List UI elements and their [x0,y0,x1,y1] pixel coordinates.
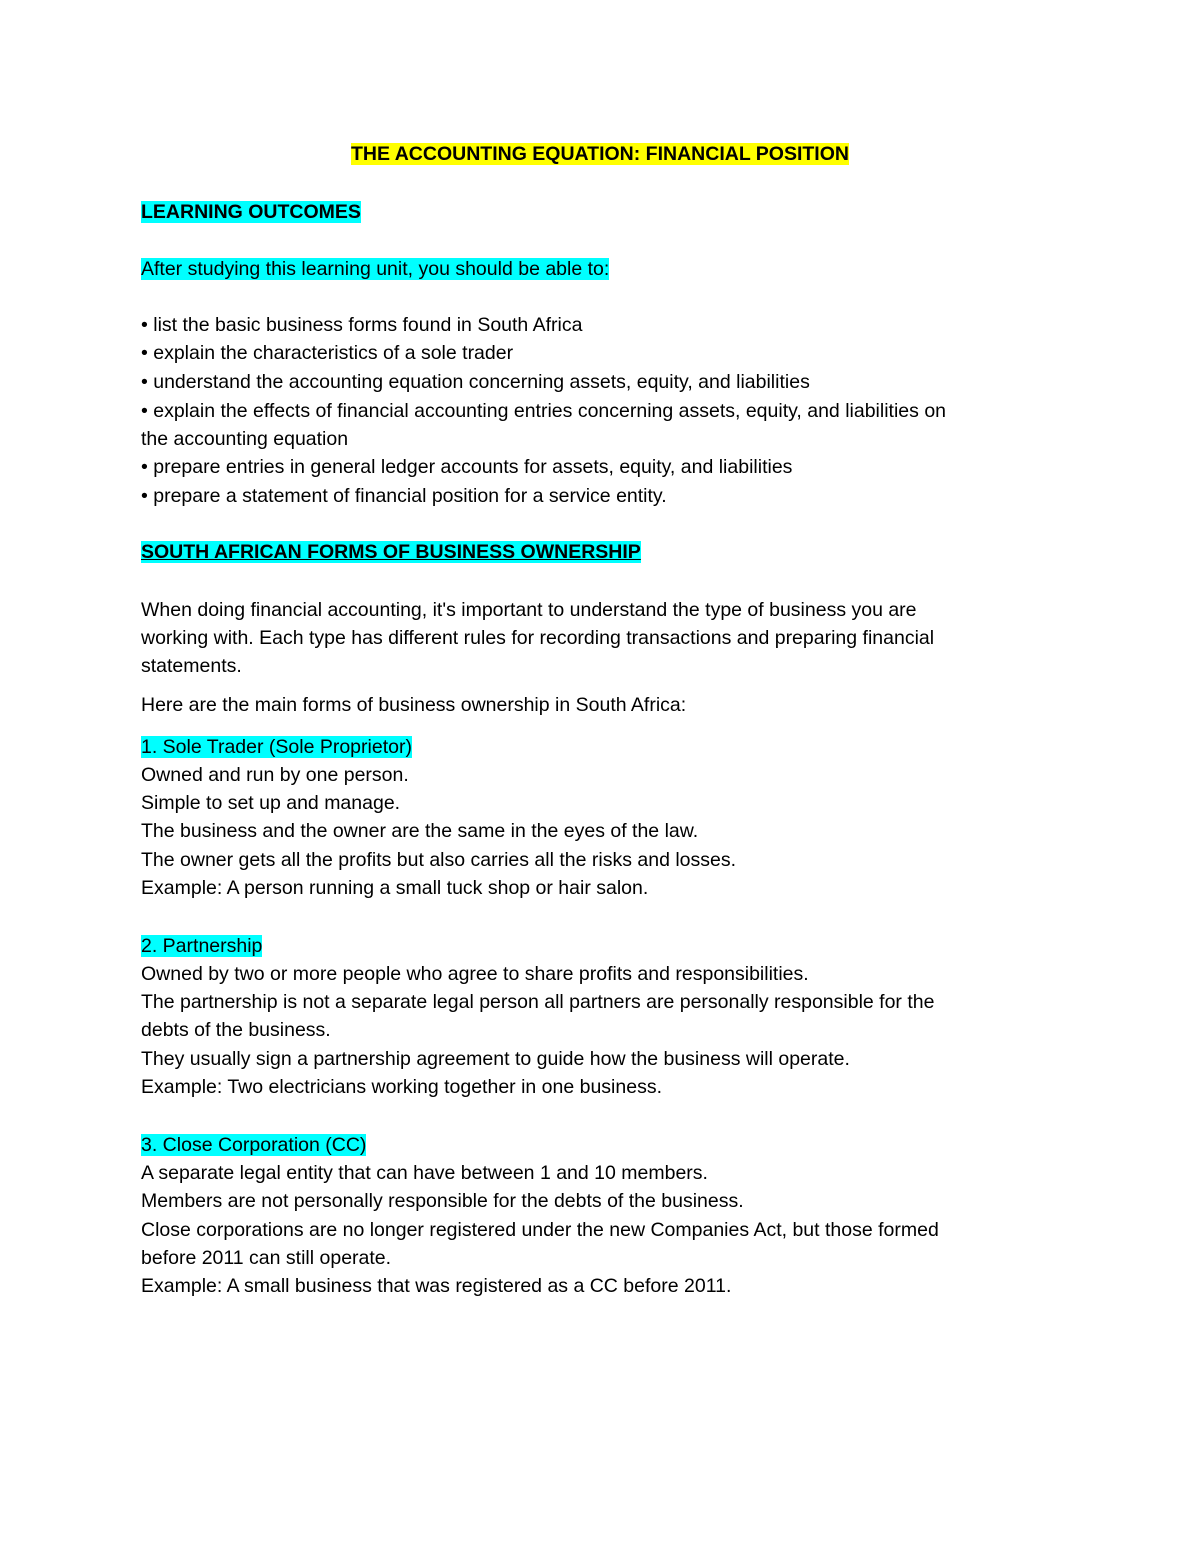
learning-outcomes-heading-row [141,198,361,226]
close-corporation-line: before 2011 can still operate. [141,1247,392,1269]
partnership-heading-row [141,932,262,960]
learning-outcomes-intro: After studying this learning unit, you should be able to: [141,258,610,280]
outcome-bullet: • explain the effects of financial accounting entries concerning assets, equity, and liabilities on [141,400,947,422]
partnership-line: The partnership is not a separate legal person all partners are personally responsible for the [141,991,935,1013]
learning-outcomes-heading: LEARNING OUTCOMES [141,201,361,223]
partnership-heading: 2. Partnership [141,935,263,957]
sole-trader-line: The business and the owner are the same in the eyes of the law. [141,820,699,842]
outcome-bullet: • understand the accounting equation concerning assets, equity, and liabilities [141,371,810,393]
outcome-bullet: • prepare a statement of financial position for a service entity. [141,485,667,507]
outcome-bullet: • list the basic business forms found in South Africa [141,314,583,336]
ownership-heading-row [141,538,641,566]
outcome-bullet: • explain the characteristics of a sole trader [141,342,514,364]
close-corporation-heading-row [141,1131,366,1159]
learning-outcomes-intro-row [141,255,609,283]
ownership-intro-line: statements. [141,655,242,677]
close-corporation-heading: 3. Close Corporation (CC) [141,1134,367,1156]
close-corporation-line: Members are not personally responsible for the debts of the business. [141,1190,744,1212]
sole-trader-line: The owner gets all the profits but also carries all the risks and losses. [141,849,737,871]
sole-trader-line: Example: A person running a small tuck shop or hair salon. [141,877,649,899]
sole-trader-heading-row [141,733,412,761]
partnership-line: debts of the business. [141,1019,331,1041]
outcome-bullet-continuation: the accounting equation [141,428,349,450]
ownership-intro-line: When doing financial accounting, it's important to understand the type of business you are [141,599,917,621]
ownership-heading: SOUTH AFRICAN FORMS OF BUSINESS OWNERSHIP [141,541,641,563]
partnership-line: They usually sign a partnership agreement to guide how the business will operate. [141,1048,850,1070]
close-corporation-line: A separate legal entity that can have between 1 and 10 members. [141,1162,708,1184]
close-corporation-line: Close corporations are no longer registered under the new Companies Act, but those formed [141,1219,939,1241]
partnership-line: Owned by two or more people who agree to share profits and responsibilities. [141,963,809,985]
partnership-line: Example: Two electricians working together in one business. [141,1076,662,1098]
document-title-row [141,140,1059,168]
close-corporation-line: Example: A small business that was registered as a CC before 2011. [141,1275,732,1297]
ownership-intro-line: working with. Each type has different rules for recording transactions and preparing financial [141,627,935,649]
document-title: THE ACCOUNTING EQUATION: FINANCIAL POSITION [351,143,849,165]
sole-trader-line: Simple to set up and manage. [141,792,401,814]
outcome-bullet: • prepare entries in general ledger accounts for assets, equity, and liabilities [141,456,793,478]
sole-trader-heading: 1. Sole Trader (Sole Proprietor) [141,736,412,758]
sole-trader-line: Owned and run by one person. [141,764,409,786]
ownership-lead: Here are the main forms of business ownership in South Africa: [141,694,687,716]
